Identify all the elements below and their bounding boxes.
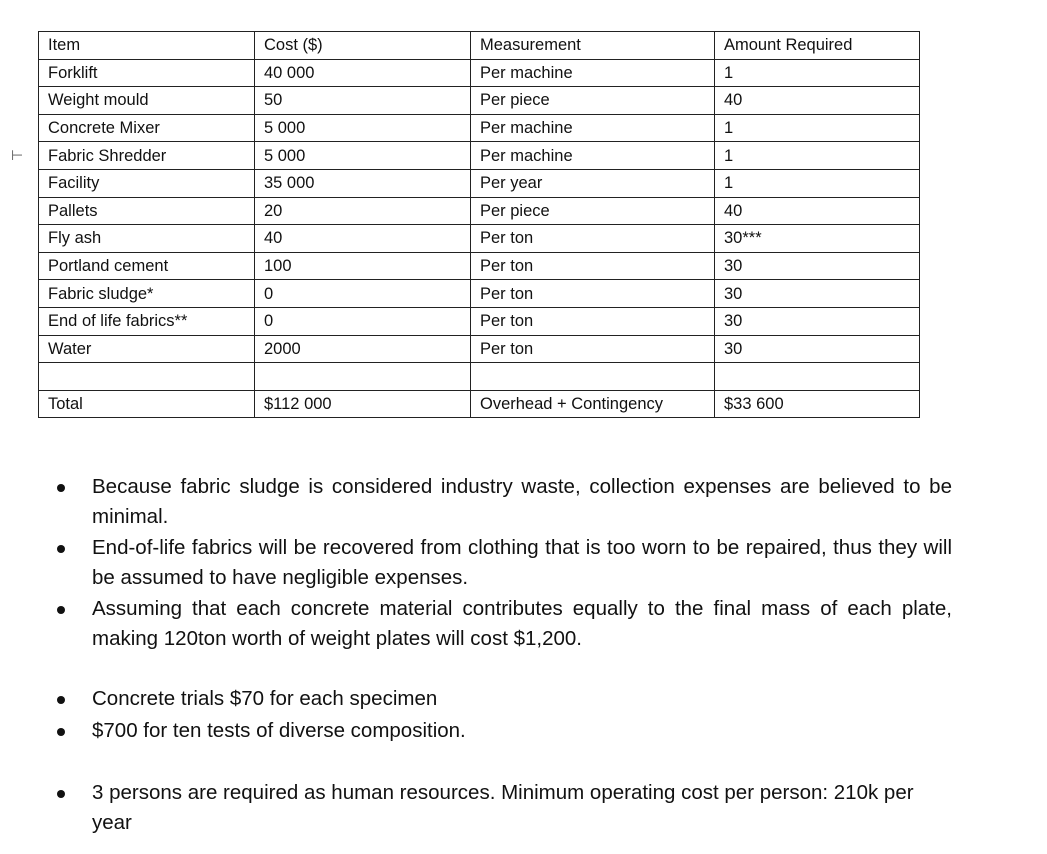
table-row — [39, 142, 920, 170]
cost-cell[interactable]: 2000 — [255, 335, 471, 363]
total-cost-cell[interactable]: $112 000 — [255, 390, 471, 418]
table-row — [39, 252, 920, 280]
measurement-cell[interactable]: Per ton — [471, 335, 715, 363]
amount-cell[interactable]: 30 — [715, 307, 920, 335]
bullet-dot-icon — [57, 606, 65, 614]
list-item[interactable] — [92, 778, 952, 838]
list-item[interactable] — [92, 684, 952, 714]
cost-cell[interactable]: 20 — [255, 197, 471, 225]
bullet-dot-icon — [57, 790, 65, 798]
measurement-cell[interactable]: Per machine — [471, 59, 715, 87]
amount-cell[interactable]: 1 — [715, 114, 920, 142]
bullet-dot-icon — [57, 545, 65, 553]
measurement-cell[interactable]: Per ton — [471, 280, 715, 308]
row-insert-marker-icon[interactable]: ⊢ — [11, 148, 24, 164]
header-item[interactable]: Item — [39, 32, 255, 60]
table-total-row — [39, 390, 920, 418]
measurement-cell[interactable]: Per ton — [471, 225, 715, 253]
cost-cell[interactable]: 100 — [255, 252, 471, 280]
empty-cell[interactable] — [715, 363, 920, 391]
amount-cell[interactable]: 30 — [715, 335, 920, 363]
table-row — [39, 335, 920, 363]
list-item[interactable] — [92, 472, 952, 532]
measurement-cell[interactable]: Per machine — [471, 142, 715, 170]
amount-cell[interactable]: 30 — [715, 252, 920, 280]
header-measurement[interactable]: Measurement — [471, 32, 715, 60]
amount-cell[interactable]: 1 — [715, 169, 920, 197]
header-cost[interactable]: Cost ($) — [255, 32, 471, 60]
empty-cell[interactable] — [255, 363, 471, 391]
table-row — [39, 197, 920, 225]
note-text: 3 persons are required as human resources. Minimum operating cost per person: 210k per year — [92, 781, 914, 834]
cost-cell[interactable]: 0 — [255, 307, 471, 335]
cost-cell[interactable]: 5 000 — [255, 114, 471, 142]
total-label-cell[interactable]: Total — [39, 390, 255, 418]
cost-cell[interactable]: 50 — [255, 87, 471, 115]
measurement-cell[interactable]: Per piece — [471, 87, 715, 115]
item-cell[interactable]: Fabric Shredder — [39, 142, 255, 170]
list-item[interactable] — [92, 533, 952, 593]
note-text: End-of-life fabrics will be recovered from clothing that is too worn to be repaired, thus they will be assumed to have negligible expenses. — [92, 536, 952, 589]
table-row-empty — [39, 363, 920, 391]
item-cell[interactable]: Fly ash — [39, 225, 255, 253]
item-cell[interactable]: Facility — [39, 169, 255, 197]
empty-cell[interactable] — [39, 363, 255, 391]
measurement-cell[interactable]: Per year — [471, 169, 715, 197]
cost-cell[interactable]: 0 — [255, 280, 471, 308]
measurement-cell[interactable]: Per ton — [471, 252, 715, 280]
measurement-cell[interactable]: Per piece — [471, 197, 715, 225]
measurement-cell[interactable]: Per machine — [471, 114, 715, 142]
item-cell[interactable]: Concrete Mixer — [39, 114, 255, 142]
cost-cell[interactable]: 40 000 — [255, 59, 471, 87]
amount-cell[interactable]: 30*** — [715, 225, 920, 253]
note-text: Assuming that each concrete material contributes equally to the final mass of each plate, making 120ton worth of weight plates will cost $1,200. — [92, 597, 952, 650]
overhead-value-cell[interactable]: $33 600 — [715, 390, 920, 418]
cost-table — [38, 31, 920, 418]
header-amount-required[interactable]: Amount Required — [715, 32, 920, 60]
cost-cell[interactable]: 5 000 — [255, 142, 471, 170]
bullet-dot-icon — [57, 484, 65, 492]
item-cell[interactable]: End of life fabrics** — [39, 307, 255, 335]
amount-cell[interactable]: 40 — [715, 87, 920, 115]
amount-cell[interactable]: 1 — [715, 142, 920, 170]
table-row — [39, 225, 920, 253]
note-text: $700 for ten tests of diverse composition. — [92, 719, 466, 742]
item-cell[interactable]: Fabric sludge* — [39, 280, 255, 308]
empty-cell[interactable] — [471, 363, 715, 391]
item-cell[interactable]: Pallets — [39, 197, 255, 225]
cost-cell[interactable]: 35 000 — [255, 169, 471, 197]
table-header-row — [39, 32, 920, 60]
table-row — [39, 87, 920, 115]
item-cell[interactable]: Weight mould — [39, 87, 255, 115]
list-item[interactable] — [92, 594, 952, 654]
bullet-dot-icon — [57, 728, 65, 736]
item-cell[interactable]: Portland cement — [39, 252, 255, 280]
bullet-dot-icon — [57, 696, 65, 704]
table-row — [39, 280, 920, 308]
item-cell[interactable]: Water — [39, 335, 255, 363]
amount-cell[interactable]: 30 — [715, 280, 920, 308]
list-item[interactable] — [92, 716, 952, 746]
cost-table-container — [38, 31, 919, 418]
table-row — [39, 169, 920, 197]
cost-cell[interactable]: 40 — [255, 225, 471, 253]
item-cell[interactable]: Forklift — [39, 59, 255, 87]
table-row — [39, 59, 920, 87]
amount-cell[interactable]: 1 — [715, 59, 920, 87]
amount-cell[interactable]: 40 — [715, 197, 920, 225]
table-row — [39, 307, 920, 335]
note-text: Because fabric sludge is considered industry waste, collection expenses are believed to be minimal. — [92, 475, 952, 528]
overhead-label-cell[interactable]: Overhead + Contingency — [471, 390, 715, 418]
measurement-cell[interactable]: Per ton — [471, 307, 715, 335]
table-row — [39, 114, 920, 142]
note-text: Concrete trials $70 for each specimen — [92, 687, 438, 710]
